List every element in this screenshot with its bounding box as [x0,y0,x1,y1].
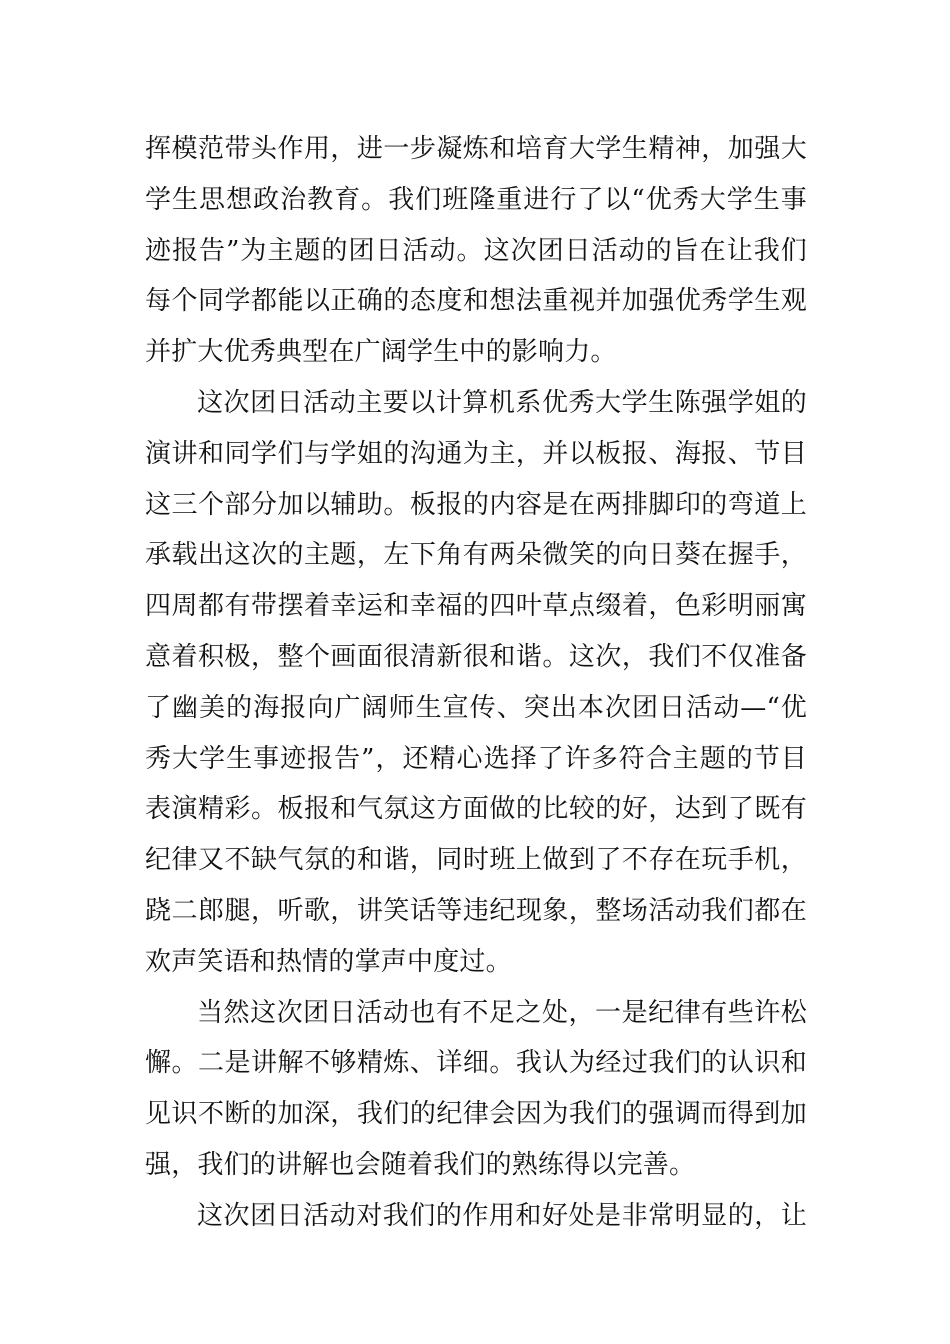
body-text [145,124,807,1242]
paragraph-2-line-1: 这次团日活动主要以计算机系优秀大学生陈强学姐的 [197,387,807,418]
paragraph-2-line-3: 这三个部分加以辅助。板报的内容是在两排脚印的弯道上 [145,489,807,520]
paragraph-2-line-2: 演讲和同学们与学姐的沟通为主，并以板报、海报、节目 [145,438,807,469]
paragraph-1-line-3: 迹报告”为主题的团日活动。这次团日活动的旨在让我们 [145,235,807,266]
paragraph-2-line-5: 四周都有带摆着幸运和幸福的四叶草点缀着，色彩明丽寓 [145,591,807,622]
paragraph-2-line-6: 意着积极，整个画面很清新很和谐。这次，我们不仅准备 [145,641,807,672]
paragraph-1-line-2: 学生思想政治教育。我们班隆重进行了以“优秀大学生事 [145,184,807,215]
paragraph-2-line-10: 纪律又不缺气氛的和谐，同时班上做到了不存在玩手机， [145,845,807,876]
paragraph-2-line-11: 跷二郎腿，听歌，讲笑话等违纪现象，整场活动我们都在 [145,895,807,926]
paragraph-3-line-4: 强，我们的讲解也会随着我们的熟练得以完善。 [145,1149,696,1180]
paragraph-2-line-12: 欢声笑语和热情的掌声中度过。 [145,946,512,977]
paragraph-3-line-3: 见识不断的加深，我们的纪律会因为我们的强调而得到加 [145,1099,807,1130]
paragraph-1-line-1: 挥模范带头作用，进一步凝炼和培育大学生精神，加强大 [145,134,807,164]
paragraph-2-line-7: 了幽美的海报向广阔师生宣传、突出本次团日活动—“优 [145,692,807,723]
paragraph-3-line-1: 当然这次团日活动也有不足之处，一是纪律有些许松 [197,997,807,1028]
paragraph-2-line-4: 承载出这次的主题，左下角有两朵微笑的向日葵在握手， [145,540,807,571]
paragraph-2-line-8: 秀大学生事迹报告”，还精心选择了许多符合主题的节目 [145,743,807,774]
paragraph-3-line-2: 懈。二是讲解不够精炼、详细。我认为经过我们的认识和 [145,1048,807,1079]
paragraph-4-line-1: 这次团日活动对我们的作用和好处是非常明显的，让 [197,1200,807,1231]
paragraph-1-line-5: 并扩大优秀典型在广阔学生中的影响力。 [145,337,617,368]
paragraph-2-line-9: 表演精彩。板报和气氛这方面做的比较的好，达到了既有 [145,794,807,825]
paragraph-1-line-4: 每个同学都能以正确的态度和想法重视并加强优秀学生观 [145,286,807,317]
